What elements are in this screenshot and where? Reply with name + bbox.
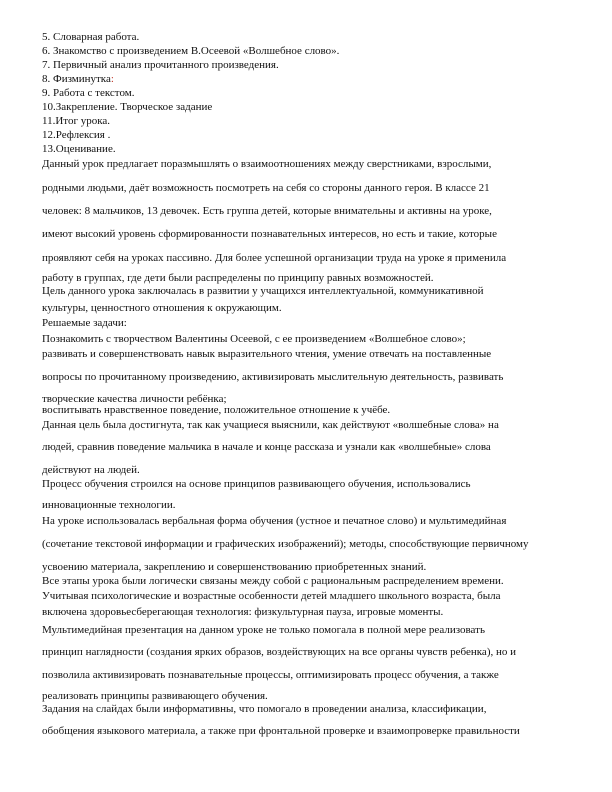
plan-item: 11.Итог урока. <box>42 115 111 127</box>
body-line: творческие качества личности ребёнка; <box>42 393 227 405</box>
plan-item: 13.Оценивание. <box>42 143 116 155</box>
body-line: инновационные технологии. <box>42 499 176 511</box>
body-line: Процесс обучения строился на основе принципов развивающего обучения, использовались <box>42 478 471 490</box>
plan-item: 7. Первичный анализ прочитанного произведения. <box>42 59 279 71</box>
body-line: воспитывать нравственное поведение, положительное отношение к учёбе. <box>42 404 391 416</box>
body-line: усвоению материала, закреплению и совершенствованию приобретенных знаний. <box>42 561 427 573</box>
body-line: Познакомить с творчеством Валентины Осеевой, с ее произведением «Волшебное слово»; <box>42 333 466 345</box>
body-line: родными людьми, даёт возможность посмотреть на себя со стороны данного героя. В классе 21 <box>42 182 490 194</box>
body-line: Данный урок предлагает поразмышлять о взаимоотношениях между сверстниками, взрослыми, <box>42 158 492 170</box>
body-line: Учитывая психологические и возрастные особенности детей младшего школьного возраста, была <box>42 590 501 602</box>
body-line: Задания на слайдах были информативны, что помогало в проведении анализа, классификации, <box>42 703 487 715</box>
body-line: Все этапы урока были логически связаны между собой с рациональным распределением времени. <box>42 575 504 587</box>
body-line: людей, сравнив поведение мальчика в начале и конце рассказа и узнали как «волшебные» слова <box>42 441 491 453</box>
body-line: Цель данного урока заключалась в развитии у учащихся интеллектуальной, коммуникативной <box>42 285 484 297</box>
body-line: позволила активизировать познавательные процессы, оптимизировать процесс обучения, а также <box>42 669 499 681</box>
plan-item-accent: : <box>110 73 114 85</box>
body-line: вопросы по прочитанному произведению, активизировать мыслительную деятельность, развивать <box>42 371 504 383</box>
body-line: реализовать принципы развивающего обучения. <box>42 690 268 702</box>
body-line: проявляют себя на уроках пассивно. Для более успешной организации труда на уроке я применила <box>42 252 507 264</box>
plan-item-text: 8. Физминутка <box>42 73 111 85</box>
body-line: включена здоровьесберегающая технология: физкультурная пауза, игровые моменты. <box>42 606 444 618</box>
plan-item: 9. Работа с текстом. <box>42 87 135 99</box>
body-line: работу в группах, где дети были распределены по принципу равных возможностей. <box>42 272 434 284</box>
plan-item: 10.Закрепление. Творческое задание <box>42 101 213 113</box>
body-line: Данная цель была достигнута, так как учащиеся выяснили, как действуют «волшебные слова» на <box>42 419 499 431</box>
body-line: человек: 8 мальчиков, 13 девочек. Есть группа детей, которые внимательны и активны на уроке, <box>42 205 492 217</box>
body-line: обобщения языкового материала, а также при фронтальной проверке и взаимопроверке правильности <box>42 725 520 737</box>
body-line: Решаемые задачи: <box>42 317 127 329</box>
plan-item <box>42 73 114 86</box>
body-line: культуры, ценностного отношения к окружающим. <box>42 302 282 314</box>
body-line: принцип наглядности (создания ярких образов, воздействующих на все органы чувств ребенка), но и <box>42 646 516 658</box>
plan-item: 6. Знакомство с произведением В.Осеевой «Волшебное слово». <box>42 45 340 57</box>
plan-item: 5. Словарная работа. <box>42 31 140 43</box>
plan-item: 12.Рефлексия . <box>42 129 111 141</box>
body-line: Мультимедийная презентация на данном уроке не только помогала в полной мере реализовать <box>42 624 485 636</box>
body-line: развивать и совершенствовать навык выразительного чтения, умение отвечать на поставленные <box>42 348 492 360</box>
body-line: (сочетание текстовой информации и графических изображений); методы, способствующие первичному <box>42 538 529 550</box>
body-line: имеют высокий уровень сформированности познавательных интересов, но есть и такие, которые <box>42 228 497 240</box>
body-line: действуют на людей. <box>42 464 140 476</box>
body-line: На уроке использовалась вербальная форма обучения (устное и печатное слово) и мультимедийная <box>42 515 507 527</box>
